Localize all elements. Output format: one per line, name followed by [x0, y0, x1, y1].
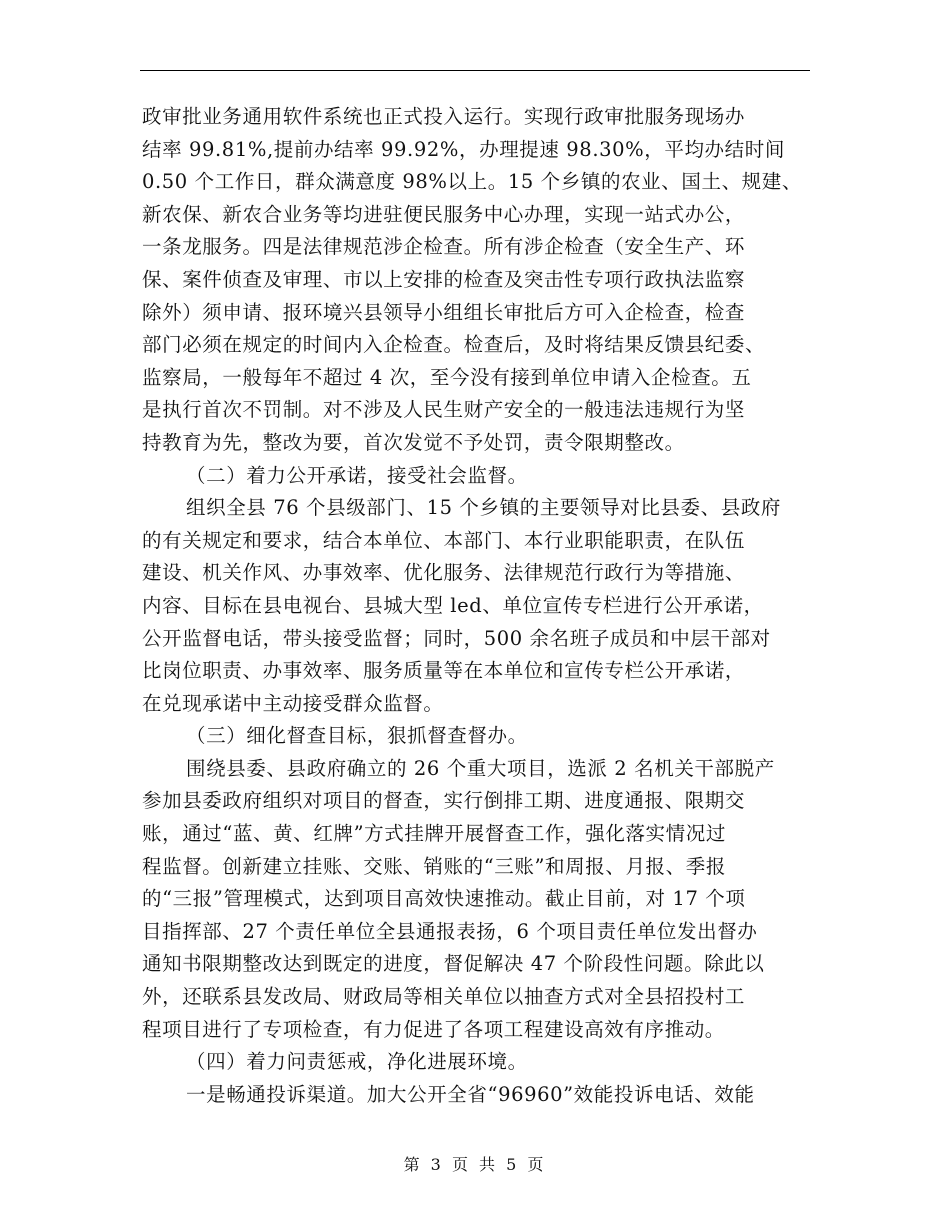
text-line: 监察局，一般每年不超过 4 次，至今没有接到单位申请入企检查。五 [142, 365, 752, 389]
text-line: 程监督。创新建立挂账、交账、销账的“三账”和周报、月报、季报 [142, 854, 726, 878]
text-line: 一条龙服务。四是法律规范涉企检查。所有涉企检查（安全生产、环 [142, 235, 746, 259]
text-line: 目指挥部、27 个责任单位全县通报表扬，6 个项目责任单位发出督办 [142, 919, 758, 943]
text-line: 在兑现承诺中主动接受群众监督。 [142, 691, 444, 715]
text-line: 结率 99.81%,提前办结率 99.92%，办理提速 98.30%，平均办结时间 [142, 137, 785, 161]
text-line: 的有关规定和要求，结合本单位、本部门、本行业职能职责，在队伍 [142, 528, 746, 552]
text-line: 公开监督电话，带头接受监督；同时，500 余名班子成员和中层干部对 [142, 626, 771, 650]
text-line: 的“三报”管理模式，达到项目高效快速推动。截止目前，对 17 个项 [142, 887, 746, 911]
text-line: 保、案件侦查及审理、市以上安排的检查及突击性专项行政执法监察 [142, 267, 746, 291]
text-line: 程项目进行了专项检查，有力促进了各项工程建设高效有序推动。 [142, 1017, 725, 1041]
text-line: （三）细化督查目标，狠抓督查督办。 [186, 724, 528, 748]
page-footer: 第 3 页 共 5 页 [403, 1155, 547, 1174]
text-line: 比岗位职责、办事效率、服务质量等在本单位和宣传专栏公开承诺， [142, 659, 746, 683]
text-line: 组织全县 76 个县级部门、15 个乡镇的主要领导对比县委、县政府 [186, 496, 782, 520]
document-body [142, 101, 814, 1111]
text-line: 建设、机关作风、办事效率、优化服务、法律规范行政行为等措施、 [142, 561, 746, 585]
text-line: 围绕县委、县政府确立的 26 个重大项目，选派 2 名机关干部脱产 [186, 756, 775, 780]
text-line: 通知书限期整改达到既定的进度，督促解决 47 个阶段性问题。除此以 [142, 952, 765, 976]
text-line: 参加县委政府组织对项目的督查，实行倒排工期、进度通报、限期交 [142, 789, 746, 813]
text-line: 一是畅通投诉渠道。加大公开全省“96960”效能投诉电话、效能 [186, 1082, 755, 1106]
text-line: 部门必须在规定的时间内入企检查。检查后，及时将结果反馈县纪委、 [142, 333, 766, 357]
text-line: （四）着力问责惩戒，净化进展环境。 [186, 1050, 528, 1074]
text-line: 新农保、新农合业务等均进驻便民服务中心办理，实现一站式办公， [142, 202, 746, 226]
text-line: 除外）须申请、报环境兴县领导小组组长审批后方可入企检查，检查 [142, 300, 746, 324]
text-line: 政审批业务通用软件系统也正式投入运行。实现行政审批服务现场办 [142, 105, 746, 128]
text-line: 外，还联系县发改局、财政局等相关单位以抽查方式对全县招投村工 [142, 985, 746, 1009]
text-line: （二）着力公开承诺，接受社会监督。 [186, 463, 528, 487]
text-line: 内容、目标在县电视台、县城大型 led、单位宣传专栏进行公开承诺， [142, 593, 764, 617]
header-rule [140, 70, 810, 71]
text-line: 0.50 个工作日，群众满意度 98%以上。15 个乡镇的农业、国土、规建、 [142, 170, 802, 194]
text-line: 账，通过“蓝、黄、红牌”方式挂牌开展督查工作，强化落实情况过 [142, 822, 726, 846]
text-line: 是执行首次不罚制。对不涉及人民生财产安全的一般违法违规行为坚 [142, 398, 746, 422]
text-line: 持教育为先，整改为要，首次发觉不予处罚，责令限期整改。 [142, 430, 685, 454]
